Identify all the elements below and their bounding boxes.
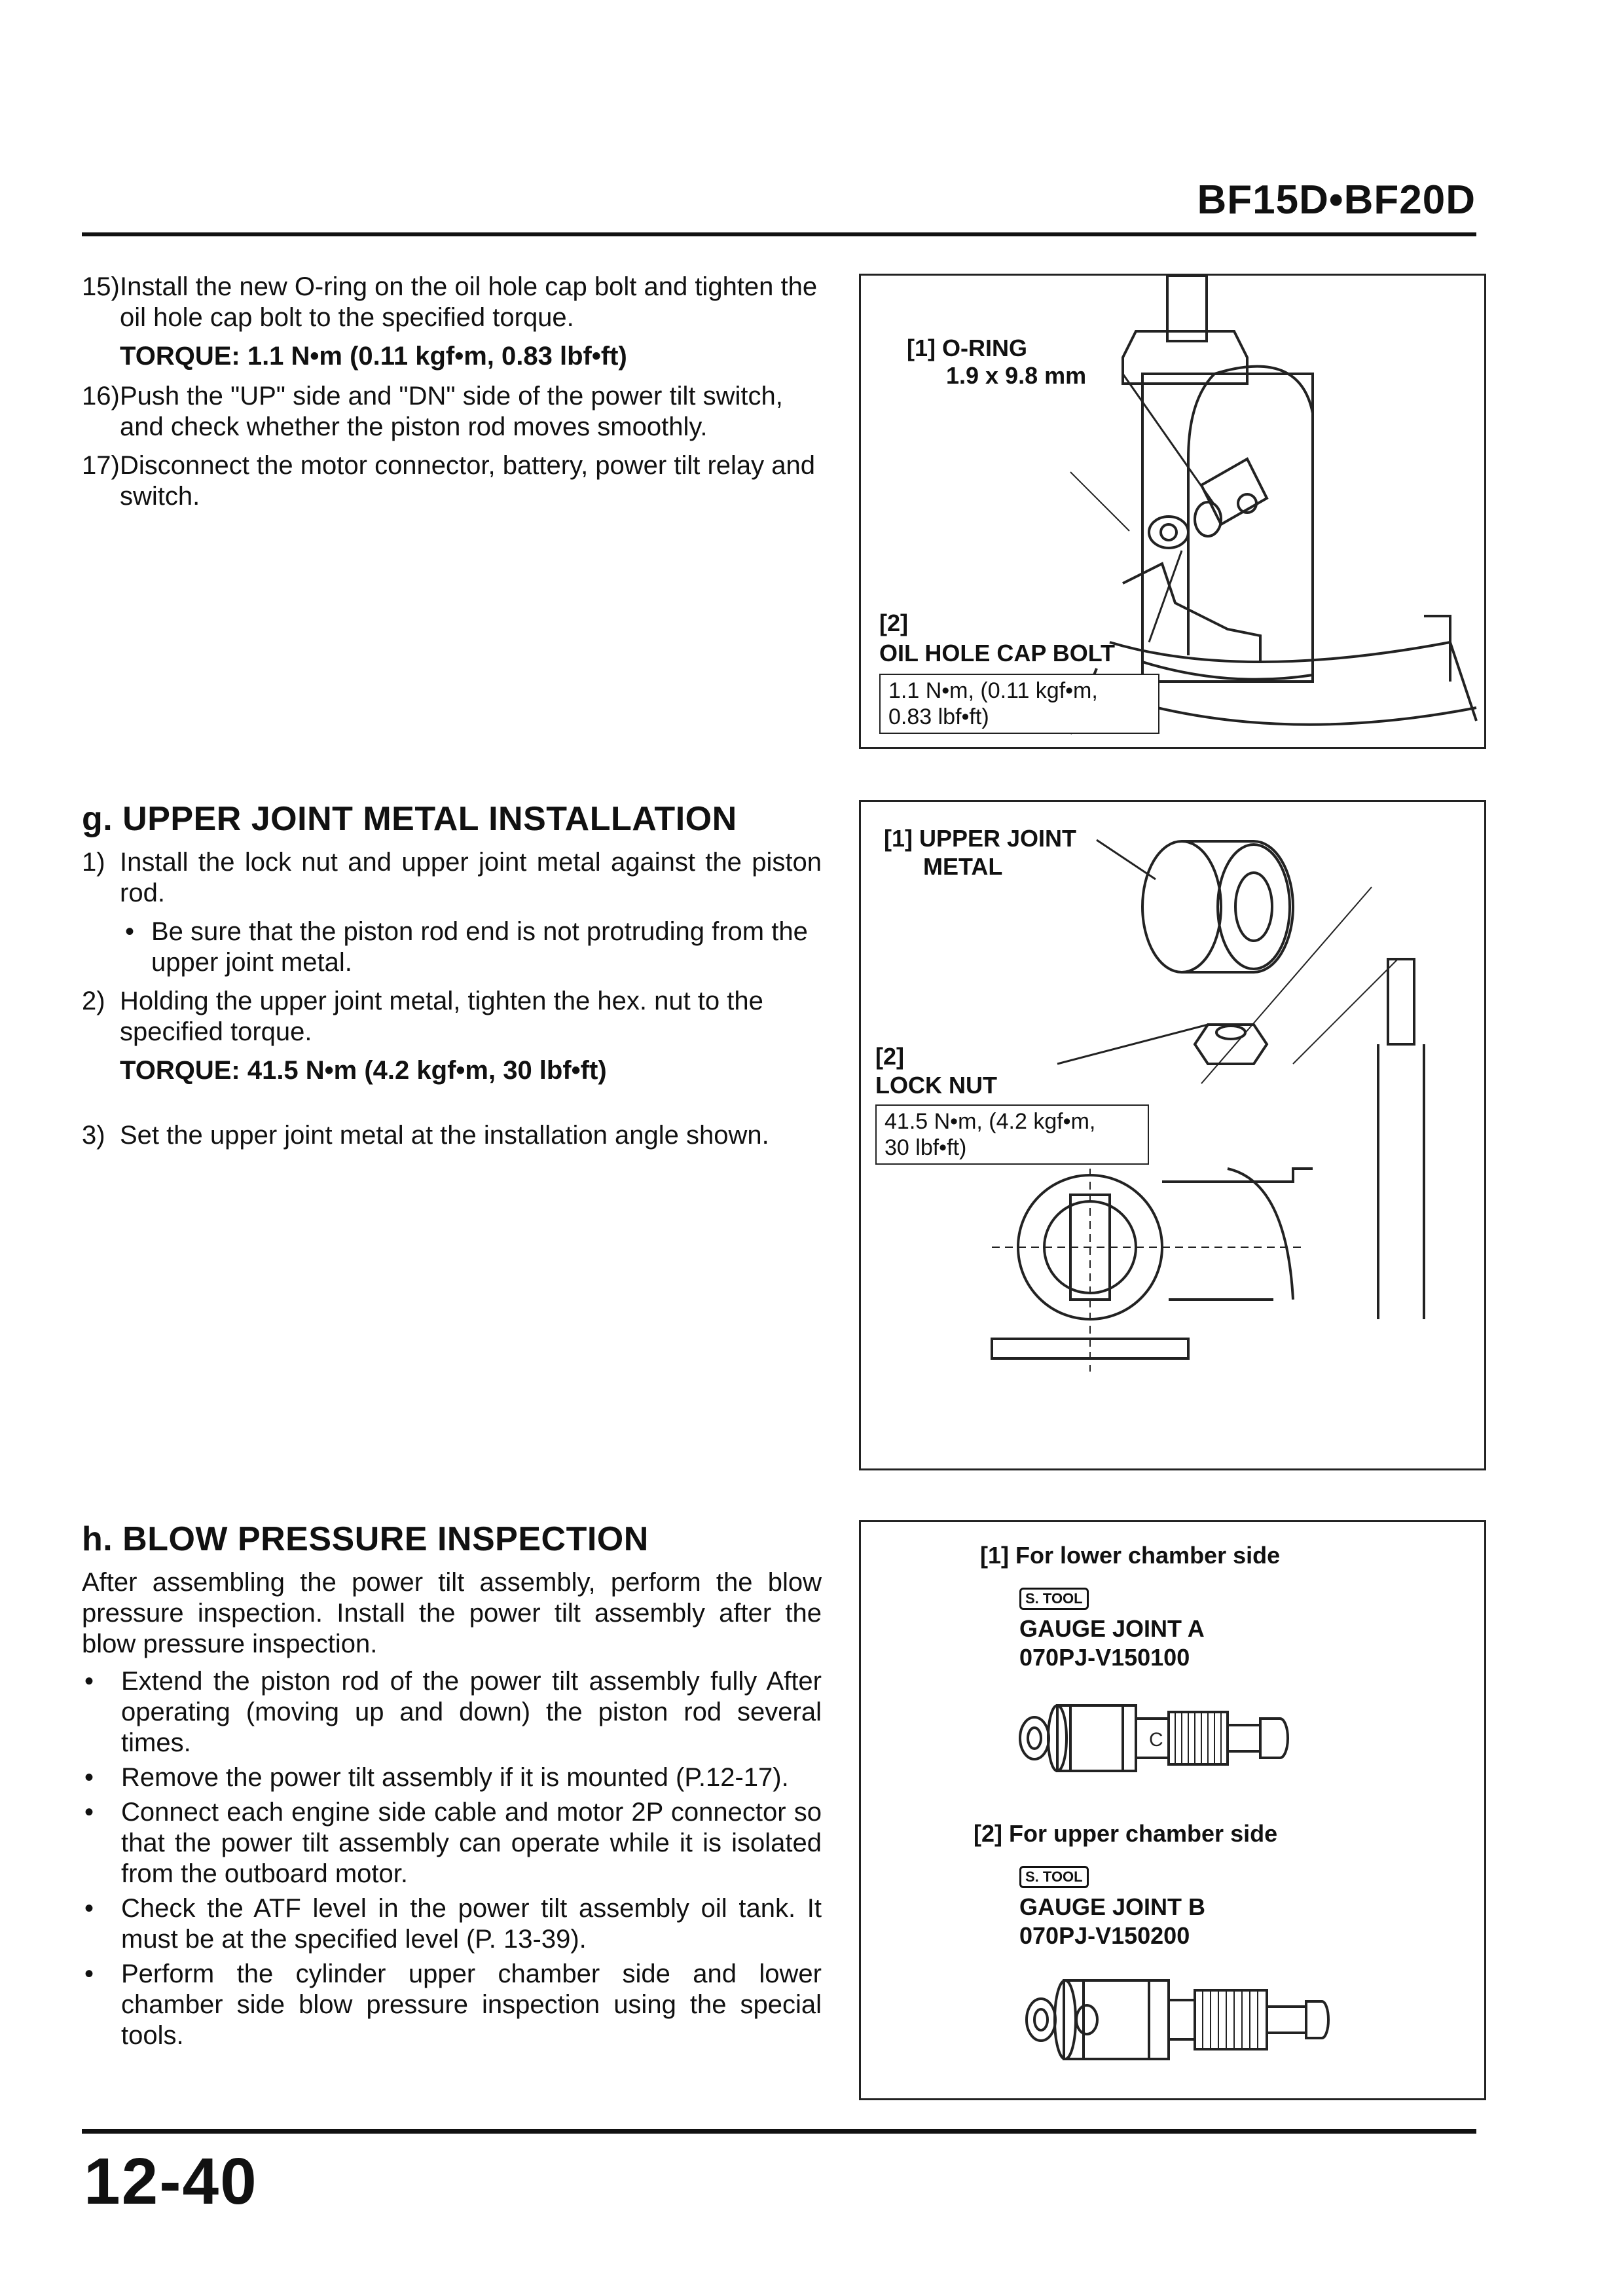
list-item (82, 1893, 822, 1955)
step-text: Push the "UP" side and "DN" side of the power tilt switch, and check whether the piston rod moves smoothly. (120, 382, 783, 441)
section-h-title: h. BLOW PRESSURE INSPECTION (82, 1520, 649, 1558)
upper-joint-metal-figure (859, 800, 1486, 1470)
section-g-title: g. UPPER JOINT METAL INSTALLATION (82, 800, 737, 838)
page-number: 12-40 (84, 2145, 258, 2218)
step-number: 2) (82, 987, 105, 1015)
special-tools-figure (859, 1520, 1486, 2100)
cap-bolt-torque-box (879, 674, 1159, 734)
step-text: Holding the upper joint metal, tighten the hex. nut to the specified torque. (120, 987, 763, 1046)
upper-joint-label-2: METAL (923, 853, 1003, 880)
step-number: 1) (82, 848, 105, 877)
step-16 (82, 381, 822, 443)
tool-a-name: GAUGE JOINT A (1019, 1615, 1205, 1642)
upper-joint-label: [1] UPPER JOINT (884, 825, 1077, 852)
step-text: Install the new O-ring on the oil hole cap bolt and tighten the oil hole cap bolt to the specified torque. (120, 272, 818, 332)
step-17 (82, 450, 822, 512)
lock-nut-number: [2] (875, 1043, 904, 1070)
section-h (82, 1520, 822, 2055)
list-item (82, 1797, 822, 1889)
bullet-icon: • (84, 1959, 94, 1988)
list-item-text: Perform the cylinder upper chamber side and lower chamber side blow pressure inspection using the special tools. (121, 1959, 822, 2050)
section-g (82, 800, 822, 1159)
tool-b-name: GAUGE JOINT B (1019, 1893, 1206, 1920)
lock-nut-label: LOCK NUT (875, 1072, 997, 1099)
special-tool-badge: S. TOOL (1019, 1866, 1089, 1888)
step-number: 3) (82, 1121, 105, 1150)
torque-line: 41.5 N•m, (4.2 kgf•m, (884, 1109, 1096, 1134)
step-number: 15) (82, 272, 120, 301)
tool-a-part-number: 070PJ-V150100 (1019, 1644, 1190, 1671)
step-text: Install the lock nut and upper joint metal against the piston rod. (120, 848, 822, 907)
tool-b-part-number: 070PJ-V150200 (1019, 1922, 1190, 1949)
cap-bolt-label: OIL HOLE CAP BOLT (879, 640, 1116, 666)
step-text: Set the upper joint metal at the installation angle shown. (120, 1121, 769, 1150)
note-text: Be sure that the piston rod end is not protruding from the upper joint metal. (151, 917, 808, 977)
torque-line: 1.1 N•m, (0.11 kgf•m, (888, 678, 1098, 703)
step-number: 17) (82, 451, 120, 480)
torque-spec: TORQUE: 1.1 N•m (0.11 kgf•m, 0.83 lbf•ft) (120, 342, 627, 371)
bullet-icon: • (84, 1894, 94, 1923)
cap-bolt-number: [2] (879, 610, 908, 636)
section-f-steps (82, 272, 822, 520)
bullet-icon: • (84, 1763, 94, 1792)
list-item (82, 1959, 822, 2051)
note-item (82, 917, 822, 978)
list-item-text: Extend the piston rod of the power tilt assembly fully After operating (moving up and down) the piston rod several times. (121, 1667, 822, 1757)
lock-nut-torque-box (875, 1104, 1149, 1165)
oil-hole-cap-bolt-figure (859, 274, 1486, 749)
list-item-text: Remove the power tilt assembly if it is mounted (P.12-17). (121, 1763, 789, 1792)
torque-line: 30 lbf•ft) (884, 1135, 967, 1160)
model-header: BF15D•BF20D (1197, 177, 1476, 223)
tool-b-caption: [2] For upper chamber side (974, 1820, 1278, 1847)
tool-a-caption: [1] For lower chamber side (980, 1542, 1281, 1569)
step-g2 (82, 986, 822, 1048)
step-number: 16) (82, 382, 120, 410)
torque-spec: TORQUE: 41.5 N•m (4.2 kgf•m, 30 lbf•ft) (120, 1056, 607, 1085)
list-item-text: Connect each engine side cable and motor 2P connector so that the power tilt assembly can operate while it is isolated from the outboard motor. (121, 1798, 822, 1888)
special-tool-badge: S. TOOL (1019, 1588, 1089, 1610)
hex-mark-text: C (1149, 1729, 1163, 1751)
gauge-joint-a-icon (861, 1679, 1484, 1797)
torque-line: 0.83 lbf•ft) (888, 704, 989, 729)
gauge-joint-b-icon (861, 1954, 1484, 2085)
header-rule (82, 232, 1476, 236)
step-text: Disconnect the motor connector, battery, power tilt relay and switch. (120, 451, 816, 511)
bullet-icon: • (84, 1798, 94, 1827)
bullet-icon: • (84, 1667, 94, 1696)
o-ring-size: 1.9 x 9.8 mm (946, 362, 1087, 389)
footer-rule (82, 2129, 1476, 2134)
list-item (82, 1666, 822, 1758)
list-item (82, 1762, 822, 1793)
list-item-text: Check the ATF level in the power tilt assembly oil tank. It must be at the specified level (P. 13-39). (121, 1894, 822, 1954)
step-g1 (82, 847, 822, 909)
step-15 (82, 272, 822, 333)
section-h-intro: After assembling the power tilt assembly, perform the blow pressure inspection. Install the power tilt assembly after the blow pressure inspection. (82, 1568, 822, 1658)
bullet-icon: • (125, 917, 135, 946)
step-g3 (82, 1120, 822, 1151)
o-ring-label: [1] O-RING (907, 335, 1027, 361)
